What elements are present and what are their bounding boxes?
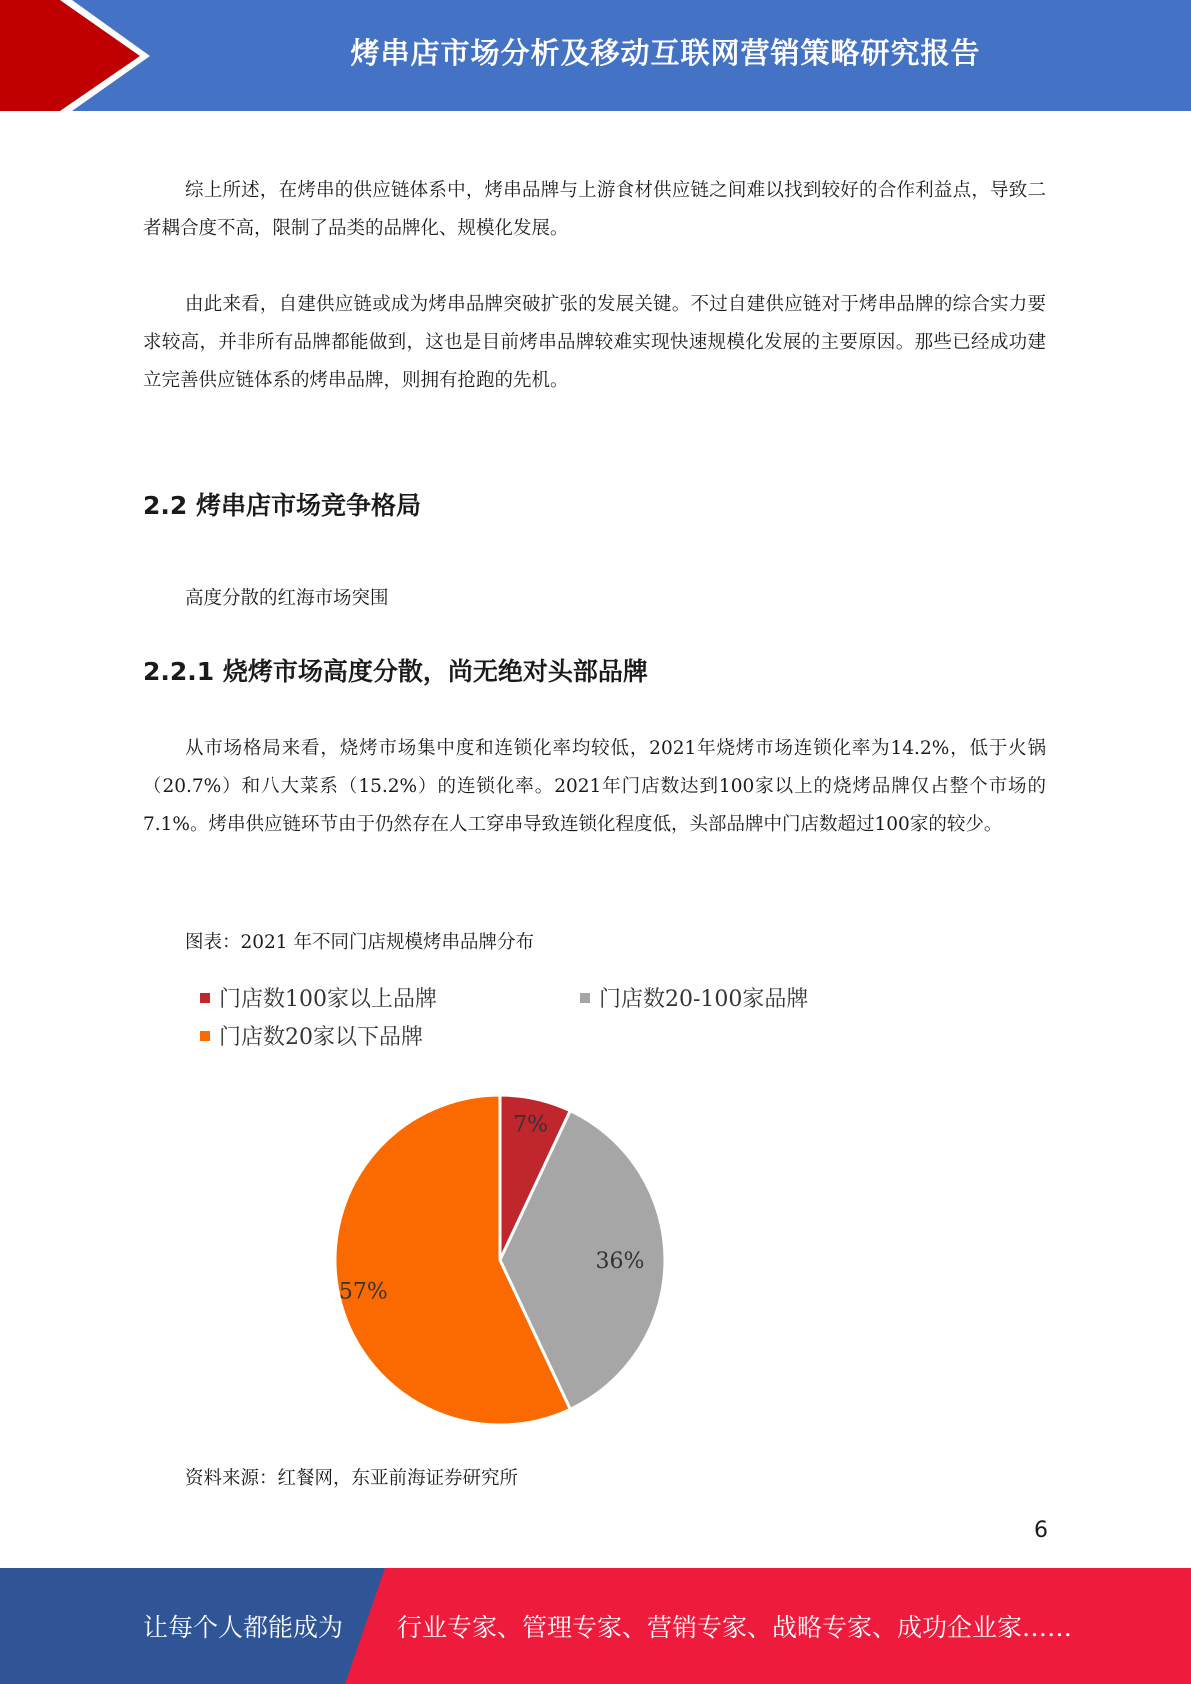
legend-item-20-100	[580, 982, 808, 1013]
section-heading-2-2: 2.2 烤串店市场竞争格局	[143, 491, 421, 520]
pie-chart	[330, 1090, 670, 1430]
legend-label-20-100: 门店数20-100家品牌	[599, 987, 809, 1012]
header-title: 烤串店市场分析及移动互联网营销策略研究报告	[350, 35, 981, 70]
legend-item-100-plus	[200, 982, 437, 1013]
pie-label-under-20: 57%	[338, 1279, 388, 1305]
footer-slogan-right: 行业专家、管理专家、营销专家、战略专家、成功企业家……	[397, 1613, 1073, 1642]
legend-label-under-20: 门店数20家以下品牌	[219, 1025, 423, 1050]
footer-slogan-left: 让每个人都能成为	[143, 1613, 344, 1642]
pie-chart-svg	[330, 1090, 670, 1430]
pie-label-20-100: 36%	[595, 1249, 645, 1274]
legend-swatch-under-20	[200, 1031, 210, 1041]
legend-swatch-20-100	[580, 993, 590, 1003]
pie-label-100-plus: 7%	[513, 1112, 548, 1138]
legend-label-100-plus: 门店数100家以上品牌	[219, 987, 437, 1012]
paragraph-self-built-supply-chain: 由此来看，自建供应链或成为烤串品牌突破扩张的发展关键。不过自建供应链对于烤串品牌的综合实力要求较高，并非所有品牌都能做到，这也是目前烤串品牌较难实现快速规模化发展的主要原因。那些已经成功建立完善供应链体系的烤串品牌，则拥有抢跑的先机。	[143, 294, 1046, 391]
figure-source: 资料来源：红餐网，东亚前海证券研究所	[185, 1468, 519, 1489]
page-header	[0, 0, 1191, 111]
paragraph-market-structure: 从市场格局来看，烧烤市场集中度和连锁化率均较低，2021年烧烤市场连锁化率为14.2%，低于火锅（20.7%）和八大菜系（15.2%）的连锁化率。2021年门店数达到100家以上的烧烤品牌仅占整个市场的7.1%。烤串供应链环节由于仍然存在人工穿串导致连锁化程度低，头部品牌中门店数超过100家的较少。	[143, 738, 1046, 835]
section-heading-2-2-1: 2.2.1 烧烤市场高度分散，尚无绝对头部品牌	[143, 657, 648, 686]
paragraph-supply-chain-summary: 综上所述，在烤串的供应链体系中，烤串品牌与上游食材供应链之间难以找到较好的合作利益点，导致二者耦合度不高，限制了品类的品牌化、规模化发展。	[143, 180, 1046, 239]
page-footer	[0, 1568, 1191, 1684]
legend-swatch-100-plus	[200, 993, 210, 1003]
chart-legend	[200, 982, 900, 1062]
legend-item-under-20	[200, 1020, 423, 1051]
page-number: 6	[1034, 1518, 1048, 1543]
section-subtitle: 高度分散的红海市场突围	[185, 588, 389, 609]
figure-caption: 图表：2021 年不同门店规模烤串品牌分布	[185, 932, 534, 953]
